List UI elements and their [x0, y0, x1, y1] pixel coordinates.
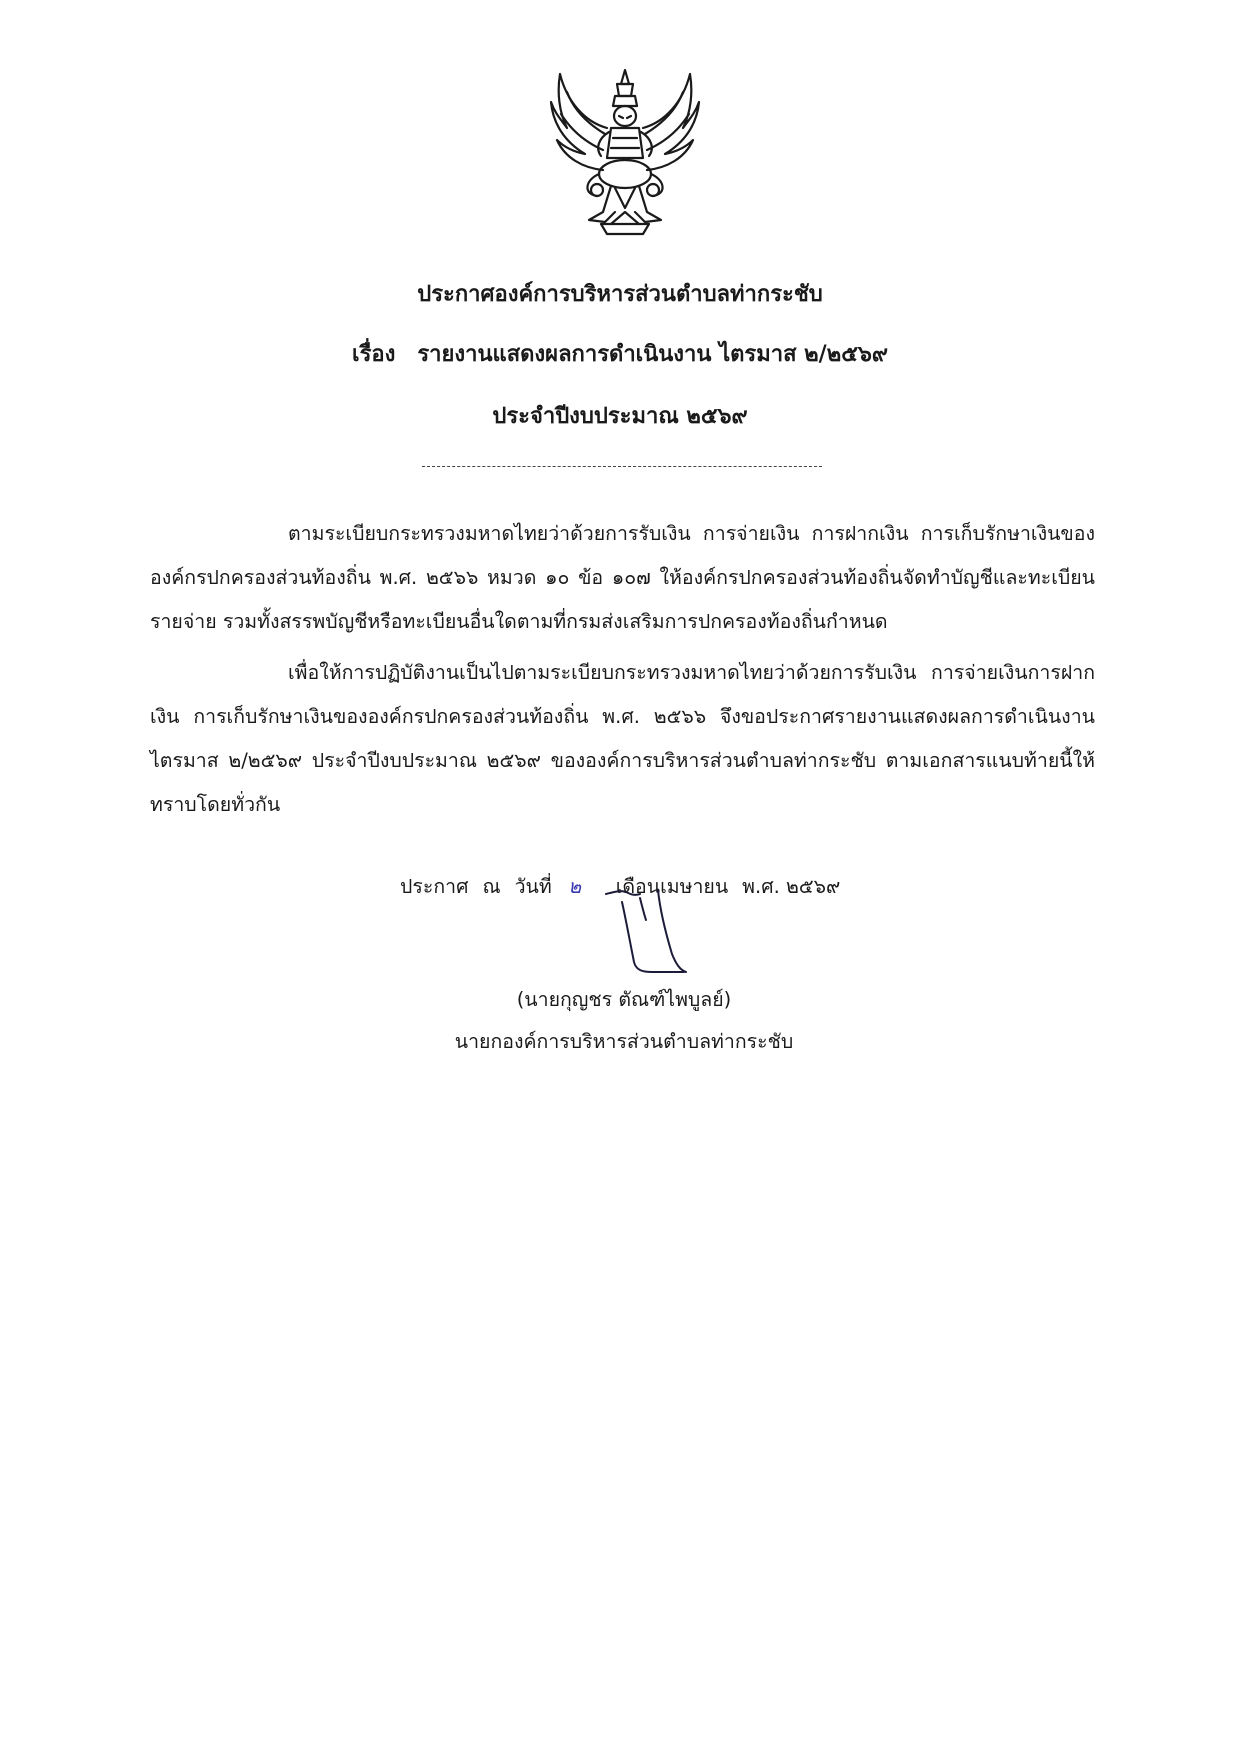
month-label: เดือนเมษายน	[615, 875, 729, 898]
announcement-subject	[0, 340, 1240, 370]
announcement-title: ประกาศองค์การบริหารส่วนตำบลท่ากระชับ	[417, 282, 823, 307]
handwritten-day: ๒	[568, 875, 582, 898]
signatory-name: (นายกุญชร ตัณฑ์ไพบูลย์)	[516, 988, 732, 1011]
garuda-emblem-icon	[545, 62, 705, 242]
fiscal-year: ประจำปีงบประมาณ ๒๕๖๙	[492, 404, 748, 429]
signatory-position: นายกองค์การบริหารส่วนตำบลท่ากระชับ	[454, 1030, 794, 1053]
day-label: วันที่	[514, 875, 552, 898]
body-paragraph-1: ตามระเบียบกระทรวงมหาดไทยว่าด้วยการรับเงิน การจ่ายเงิน การฝากเงิน การเก็บรักษาเงินขององค์กรปกครองส่วนท้องถิ่น พ.ศ. ๒๕๖๖ หมวด ๑๐ ข้อ ๑๐๗ ให้องค์กรปกครองส่วนท้องถิ่นจัดทำบัญชีและทะเบียนรายจ่าย รวมทั้งสรรพบัญชีหรือทะเบียนอื่นใดตามที่กรมส่งเสริมการปกครองท้องถิ่นกำหนด	[150, 522, 1095, 633]
handwritten-signature	[600, 880, 720, 985]
year-label: พ.ศ. ๒๕๖๙	[742, 875, 841, 898]
subject-text: รายงานแสดงผลการดำเนินงาน ไตรมาส ๒/๒๕๖๙	[417, 342, 888, 367]
announced-label: ประกาศ	[400, 875, 469, 898]
body-paragraph-2: เพื่อให้การปฏิบัติงานเป็นไปตามระเบียบกระทรวงมหาดไทยว่าด้วยการรับเงิน การจ่ายเงินการฝากเงิน การเก็บรักษาเงินขององค์กรปกครองส่วนท้องถิ่น พ.ศ. ๒๕๖๖ จึงขอประกาศรายงานแสดงผลการดำเนินงาน ไตรมาส ๒/๒๕๖๙ ประจำปีงบประมาณ ๒๕๖๙ ขององค์การบริหารส่วนตำบลท่ากระชับ ตามเอกสารแนบท้ายนี้ให้ทราบโดยทั่วกัน	[150, 661, 1095, 816]
at-label: ณ	[482, 875, 501, 898]
divider	[422, 466, 822, 467]
subject-label: เรื่อง	[352, 342, 396, 367]
